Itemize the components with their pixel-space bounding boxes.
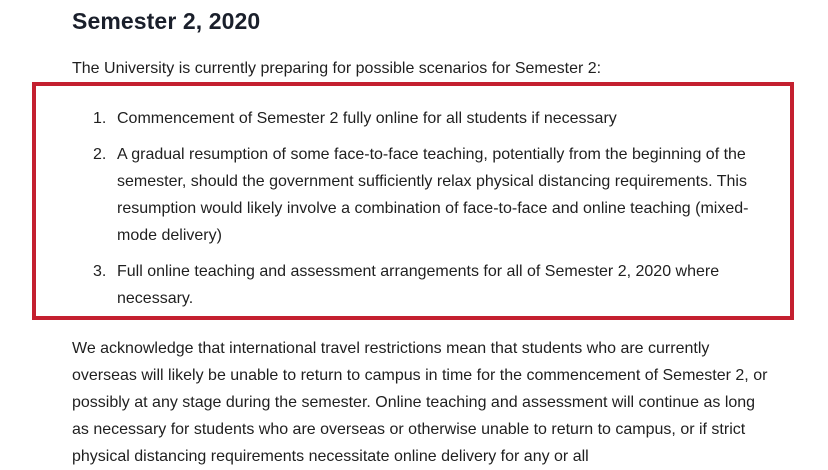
- scenario-list: [90, 105, 770, 321]
- scenario-item-1: [90, 105, 770, 132]
- scenario-text: A gradual resumption of some face-to-face teaching, potentially from the beginning of the semester, should the government sufficiently relax physical distancing requirements. This resumption would likely involve a combination of face-to-face and online teaching (mixed-mode delivery): [117, 146, 749, 244]
- scenario-number: 3.: [93, 263, 107, 280]
- scenario-text: Commencement of Semester 2 fully online for all students if necessary: [117, 110, 617, 127]
- scenario-item-3: [90, 258, 770, 312]
- body-paragraph: We acknowledge that international travel restrictions mean that students who are currently overseas will likely be unable to return to campus in time for the commencement of Semester 2, or possibly at any stage during the semester. Online teaching and assessment will continue as long as necessary for students who are overseas or otherwise unable to return to campus, or if strict physical distancing requirements necessitate online delivery for any or all: [72, 340, 768, 465]
- scenario-text: Full online teaching and assessment arrangements for all of Semester 2, 2020 where necessary.: [117, 263, 720, 307]
- page-heading: Semester 2, 2020: [72, 8, 261, 34]
- scenario-number: 1.: [93, 110, 107, 127]
- scenario-item-2: [90, 141, 770, 249]
- intro-text: The University is currently preparing for possible scenarios for Semester 2:: [72, 60, 602, 77]
- scenario-number: 2.: [93, 146, 107, 163]
